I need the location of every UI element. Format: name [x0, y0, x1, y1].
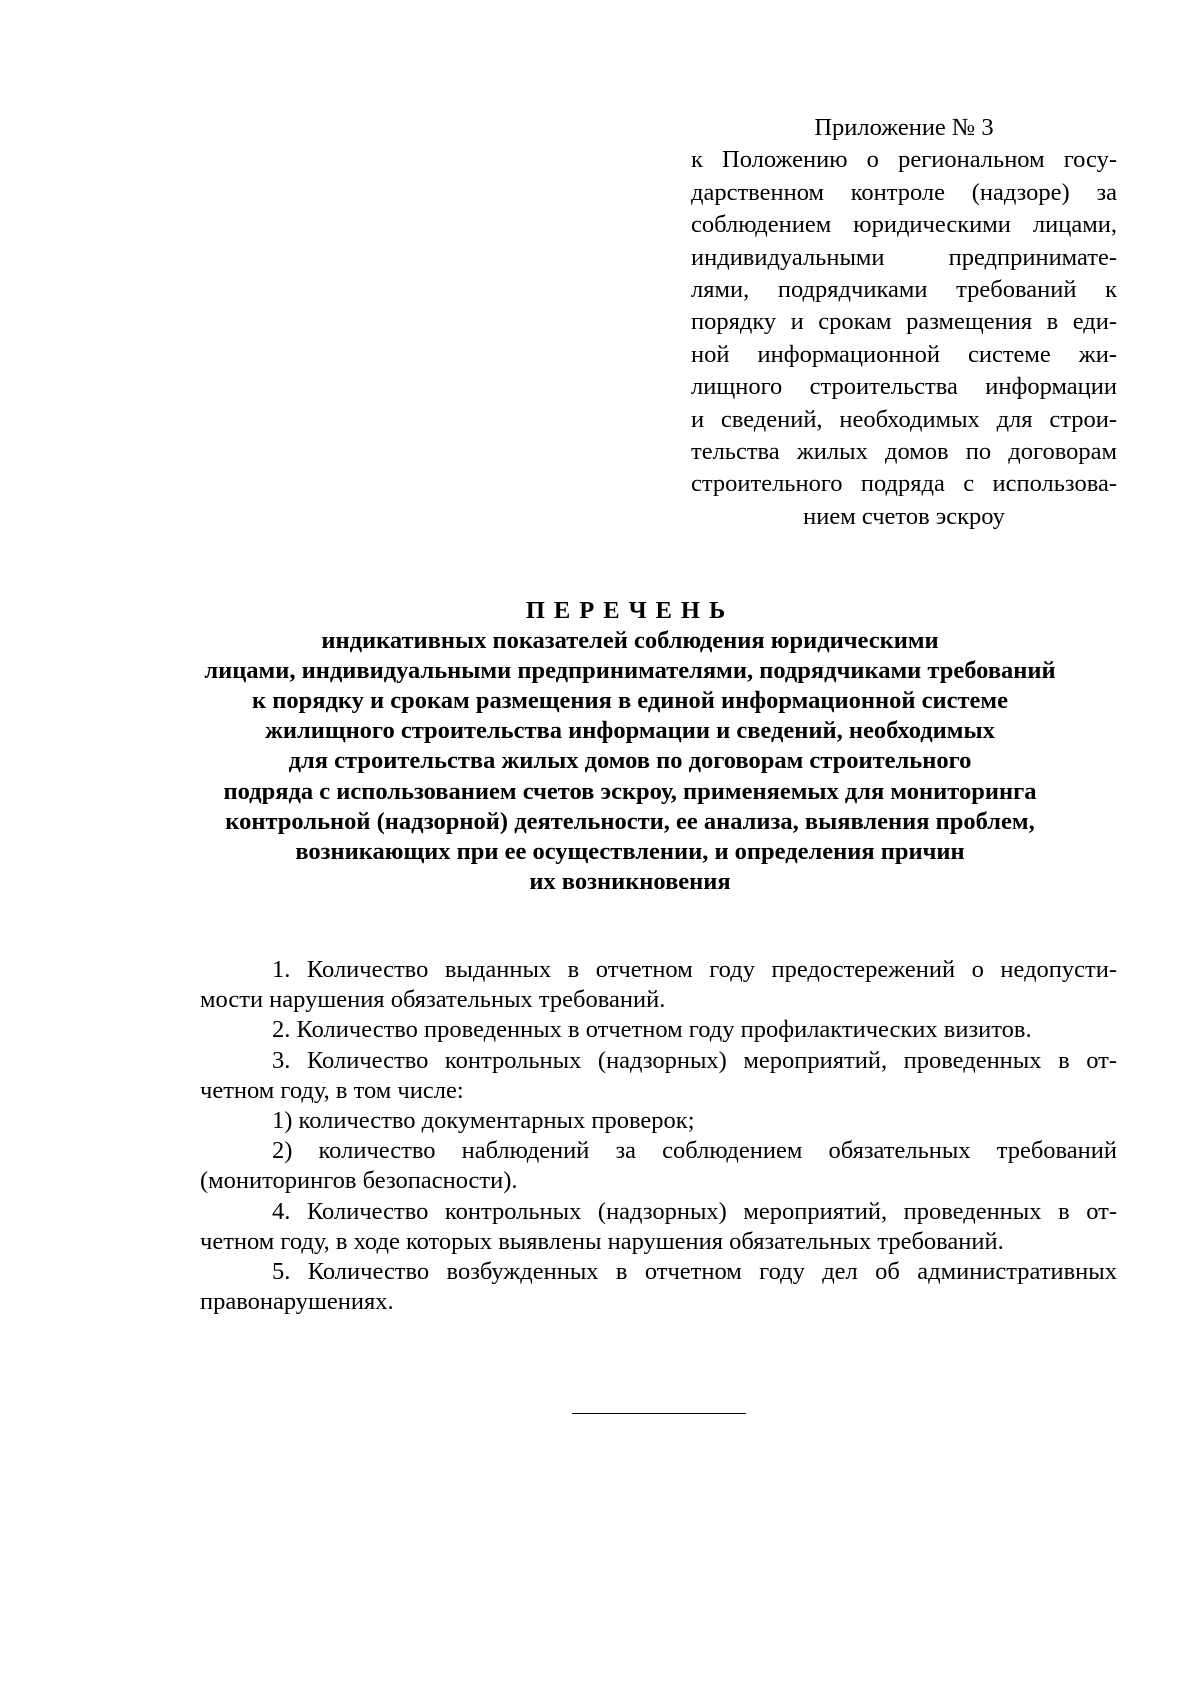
heading-line: для строительства жилых домов по договорам строительного	[288, 747, 972, 775]
list-item-line: 4. Количество контрольных (надзорных) мероприятий, проведенных в от-	[272, 1197, 1117, 1225]
appendix-line: дарственном контроле (надзоре) за	[691, 178, 1117, 206]
heading-line: их возникновения	[529, 867, 731, 895]
list-item	[200, 1015, 1117, 1045]
list-item	[200, 1106, 1117, 1136]
heading-line: к порядку и срокам размещения в единой информационной системе	[252, 687, 1008, 715]
list-item-line: 2) количество наблюдений за соблюдением обязательных требований	[272, 1137, 1117, 1165]
document-heading	[150, 596, 1110, 897]
closing-divider	[572, 1413, 746, 1414]
list-item-line: 3. Количество контрольных (надзорных) мероприятий, проведенных в от-	[272, 1046, 1117, 1074]
list-item-line: 2. Количество проведенных в отчетном году профилактических визитов.	[272, 1016, 1032, 1044]
list-item-line: мости нарушения обязательных требований.	[200, 986, 666, 1014]
heading-line: возникающих при ее осуществлении, и определения причин	[295, 837, 965, 865]
appendix-line: ной информационной системе жи-	[691, 340, 1117, 368]
list-item-line: 5. Количество возбужденных в отчетном году дел об административных	[272, 1258, 1117, 1286]
list-item	[200, 1197, 1117, 1257]
heading-title: ПЕРЕЧЕНЬ	[525, 597, 735, 624]
list-item-line: 1) количество документарных проверок;	[272, 1107, 695, 1135]
list-item	[200, 1257, 1117, 1317]
list-item-line: правонарушениях.	[200, 1288, 394, 1316]
appendix-line: и сведений, необходимых для строи-	[691, 405, 1117, 433]
appendix-line: соблюдением юридическими лицами,	[691, 211, 1117, 239]
appendix-line: нием счетов эскроу	[803, 502, 1005, 530]
appendix-line: строительного подряда с использова-	[691, 470, 1117, 498]
appendix-line: тельства жилых домов по договорам	[691, 438, 1117, 466]
appendix-line: порядку и срокам размещения в еди-	[691, 308, 1117, 336]
list-item-line: 1. Количество выданных в отчетном году предостережений о недопусти-	[272, 956, 1117, 983]
heading-line: подряда с использованием счетов эскроу, применяемых для мониторинга	[223, 777, 1037, 805]
heading-line: лицами, индивидуальными предпринимателями, подрядчиками требований	[204, 657, 1056, 685]
appendix-line: лями, подрядчиками требований к	[691, 276, 1117, 304]
appendix-title: Приложение № 3	[814, 114, 994, 141]
indicator-list	[200, 955, 1117, 1317]
appendix-line: к Положению о региональном госу-	[691, 146, 1117, 174]
heading-line: индикативных показателей соблюдения юридическими	[321, 627, 939, 655]
list-item-line: четном году, в ходе которых выявлены нарушения обязательных требований.	[200, 1227, 1004, 1255]
list-item	[200, 955, 1117, 1015]
appendix-block	[691, 112, 1117, 533]
list-item-line: (мониторингов безопасности).	[200, 1167, 518, 1195]
appendix-line: лищного строительства информации	[691, 373, 1117, 401]
list-item	[200, 1046, 1117, 1106]
list-item-line: четном году, в том числе:	[200, 1076, 464, 1104]
heading-line: жилищного строительства информации и сведений, необходимых	[265, 717, 995, 745]
list-item	[200, 1136, 1117, 1196]
appendix-line: индивидуальными предпринимате-	[691, 243, 1117, 271]
heading-line: контрольной (надзорной) деятельности, ее анализа, выявления проблем,	[225, 807, 1035, 835]
